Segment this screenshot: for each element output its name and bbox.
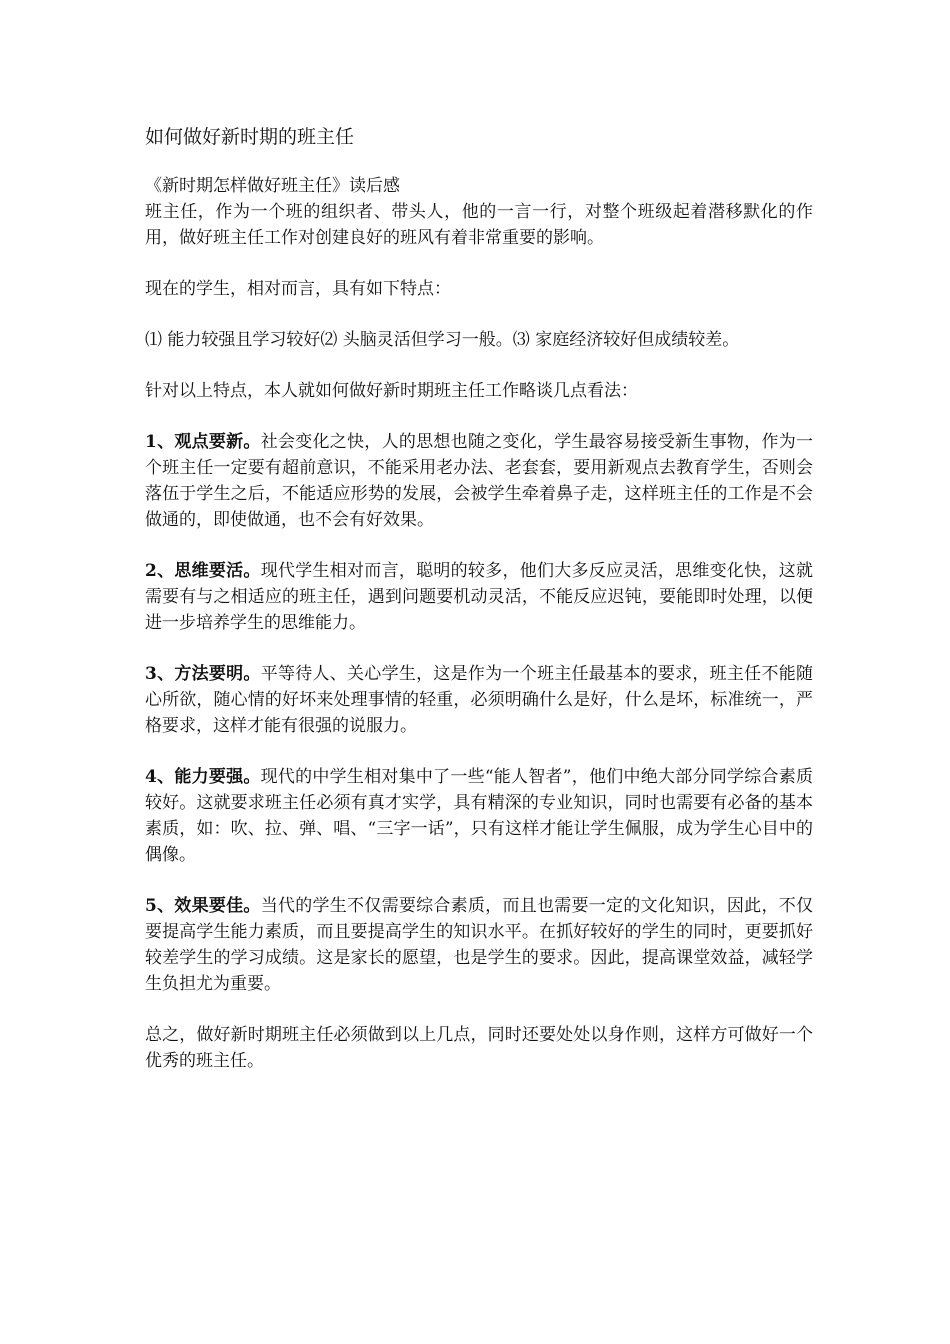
point-heading: 5、效果要佳。 — [145, 896, 261, 916]
point-paragraph — [145, 893, 813, 997]
features-list: ⑴ 能力较强且学习较好⑵ 头脑灵活但学习一般。⑶ 家庭经济较好但成绩较差。 — [145, 330, 740, 350]
point-heading: 2、思维要活。 — [145, 561, 261, 581]
point-heading: 4、能力要强。 — [145, 767, 261, 787]
document-page — [145, 123, 813, 1099]
point-heading: 1、观点要新。 — [145, 432, 261, 452]
point-body: 社会变化之快，人的思想也随之变化，学生最容易接受新生事物，作为一个班主任一定要有超前意识，不能采用老办法、老套套，要用新观点去教育学生，否则会落伍于学生之后，不能适应形势的发展，会被学生牵着鼻子走，这样班主任的工作是不会做通的，即使做通，也不会有好效果。 — [145, 432, 813, 530]
conclusion-paragraph: 总之，做好新时期班主任必须做到以上几点，同时还要处处以身作则，这样方可做好一个优秀的班主任。 — [145, 1025, 813, 1071]
point-paragraph — [145, 558, 813, 636]
point-body: 现代学生相对而言，聪明的较多，他们大多反应灵活，思维变化快，这就需要有与之相适应的班主任，遇到问题要机动灵活，不能反应迟钝，要能即时处理，以便进一步培养学生的思维能力。 — [145, 561, 813, 633]
point-paragraph — [145, 661, 813, 739]
point-body: 当代的学生不仅需要综合素质，而且也需要一定的文化知识，因此，不仅要提高学生能力素质，而且要提高学生的知识水平。在抓好较好的学生的同时，更要抓好较差学生的学习成绩。这是家长的愿望，也是学生的要求。因此，提高课堂效益，减轻学生负担尤为重要。 — [145, 896, 813, 994]
document-subtitle: 《新时期怎样做好班主任》读后感 — [145, 176, 400, 196]
views-lead: 针对以上特点，本人就如何做好新时期班主任工作略谈几点看法： — [145, 381, 638, 401]
features-lead: 现在的学生，相对而言，具有如下特点： — [145, 279, 451, 299]
document-title: 如何做好新时期的班主任 — [145, 126, 355, 148]
point-paragraph — [145, 764, 813, 868]
intro-paragraph: 班主任，作为一个班的组织者、带头人，他的一言一行，对整个班级起着潜移默化的作用，做好班主任工作对创建良好的班风有着非常重要的影响。 — [145, 202, 813, 248]
point-heading: 3、方法要明。 — [145, 664, 261, 684]
point-body: 现代的中学生相对集中了一些“能人智者”，他们中绝大部分同学综合素质较好。这就要求班主任必须有真才实学，具有精深的专业知识，同时也需要有必备的基本素质，如：吹、拉、弹、唱、“三字一话”，只有这样才能让学生佩服，成为学生心目中的偶像。 — [145, 767, 813, 865]
point-body: 平等待人、关心学生，这是作为一个班主任最基本的要求，班主任不能随心所欲，随心情的好坏来处理事情的轻重，必须明确什么是好，什么是坏，标准统一，严格要求，这样才能有很强的说服力。 — [145, 664, 813, 736]
point-paragraph — [145, 429, 813, 533]
